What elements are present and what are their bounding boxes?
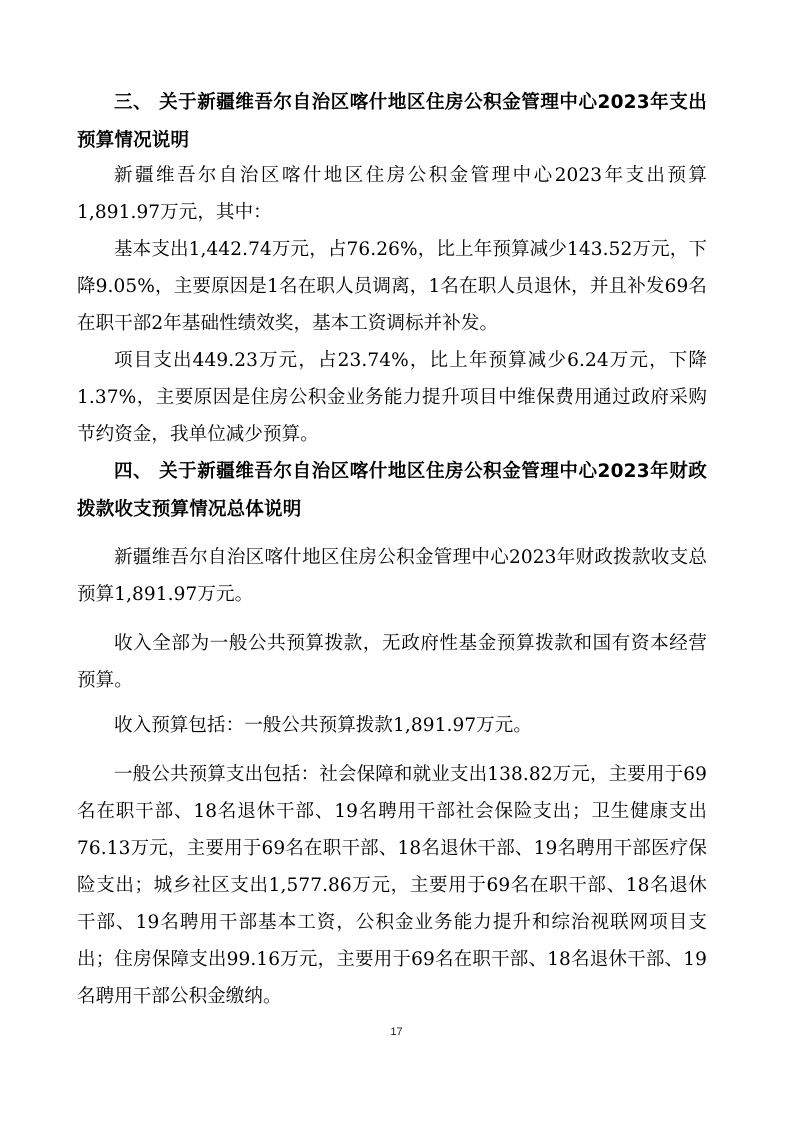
section-3-paragraph-total: 新疆维吾尔自治区喀什地区住房公积金管理中心2023年支出预算1,891.97万元，其中： <box>77 165 707 223</box>
section-4-heading: 四、 关于新疆维吾尔自治区喀什地区住房公积金管理中心2023年财政拨款收支预算情况总体说明 <box>77 461 707 520</box>
section-4-paragraph-expenditure-details: 一般公共预算支出包括：社会保障和就业支出138.82万元，主要用于69名在职干部、18名退休干部、19名聘用干部社会保险支出；卫生健康支出76.13万元，主要用于69名在职干部、18名退休干部、19名聘用干部医疗保险支出；城乡社区支出1,577.86万元，主要用于69名在职干部、18名退休干部、19名聘用干部基本工资，公积金业务能力提升和综治视联网项目支出；住房保障支出99.16万元，主要用于69名在职干部、18名退休干部、19名聘用干部公积金缴纳。 <box>77 764 707 1007</box>
section-4-paragraph-revenue-budget: 收入预算包括：一般公共预算拨款1,891.97万元。 <box>114 715 532 736</box>
section-3-paragraph-project-expenditure: 项目支出449.23万元，占23.74%，比上年预算减少6.24万元，下降1.37%，主要原因是住房公积金业务能力提升项目中维保费用通过政府采购节约资金，我单位减少预算。 <box>77 350 707 445</box>
section-4-paragraph-revenue: 收入全部为一般公共预算拨款，无政府性基金预算拨款和国有资本经营预算。 <box>77 633 707 691</box>
section-3-paragraph-basic-expenditure: 基本支出1,442.74万元，占76.26%，比上年预算减少143.52万元，下降9.05%，主要原因是1名在职人员调离，1名在职人员退休，并且补发69名在职干部2年基础性绩效奖，基本工资调标并补发。 <box>77 239 707 334</box>
page-number: 17 <box>390 1026 403 1038</box>
section-4-paragraph-total: 新疆维吾尔自治区喀什地区住房公积金管理中心2023年财政拨款收支总预算1,891.97万元。 <box>77 547 707 605</box>
section-3-heading: 三、 关于新疆维吾尔自治区喀什地区住房公积金管理中心2023年支出预算情况说明 <box>77 92 707 151</box>
